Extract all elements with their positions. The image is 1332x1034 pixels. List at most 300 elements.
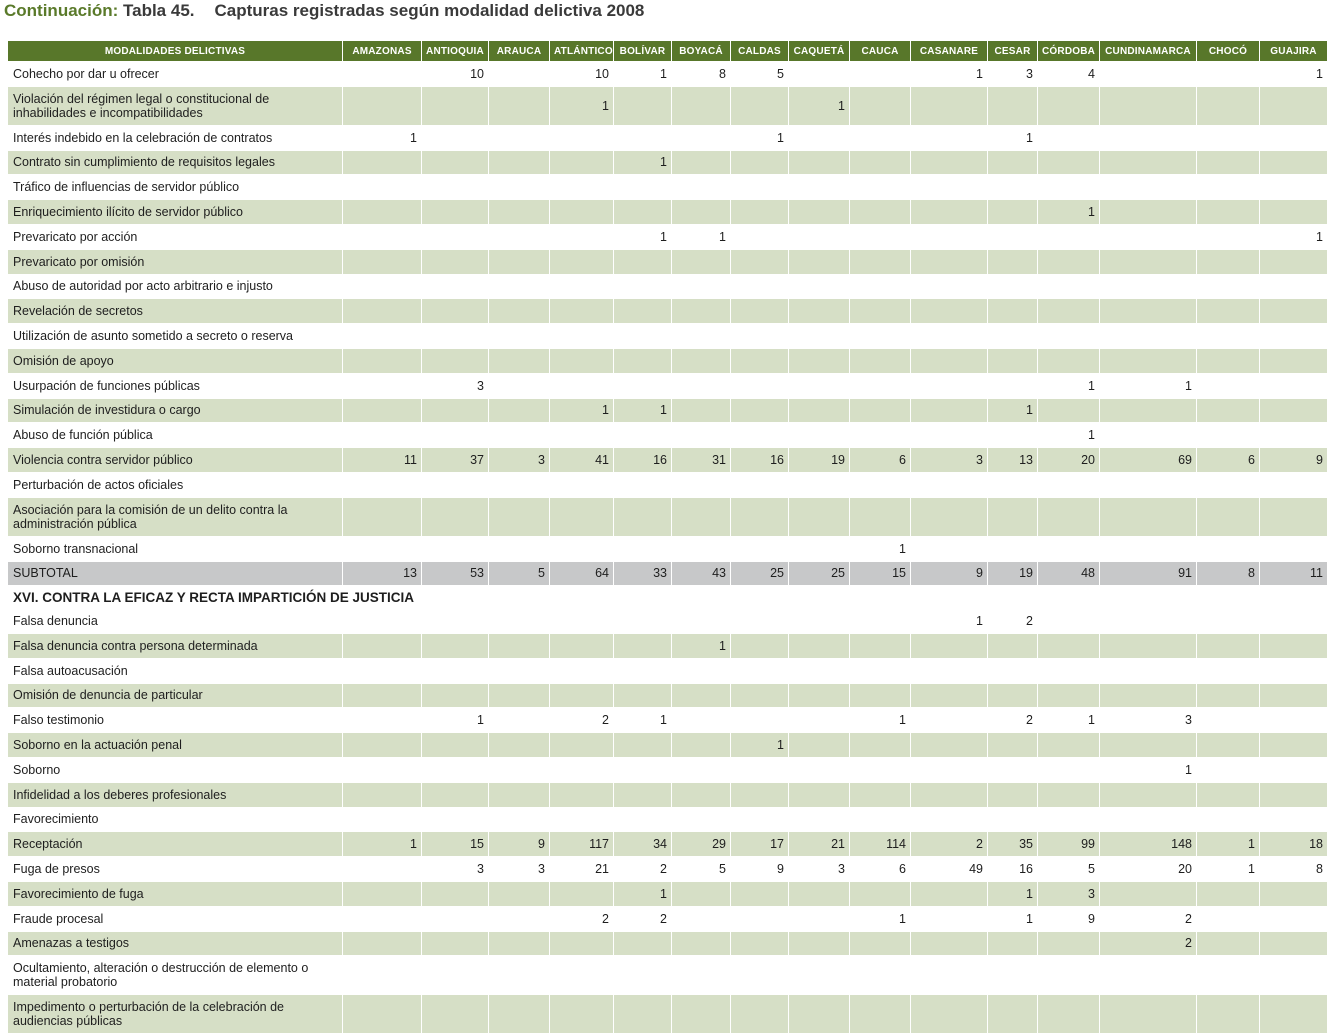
row-label: Interés indebido en la celebración de contratos (8, 125, 343, 150)
table-cell (550, 200, 614, 225)
table-cell (850, 423, 911, 448)
row-label: Infidelidad a los deberes profesionales (8, 782, 343, 807)
table-cell (1260, 609, 1328, 634)
table-cell (789, 125, 850, 150)
table-cell: 1 (850, 708, 911, 733)
table-cell: 1 (789, 86, 850, 125)
table-cell: 3 (489, 448, 550, 473)
table-cell (731, 956, 789, 995)
table-cell (1197, 224, 1260, 249)
table-cell: 17 (731, 832, 789, 857)
table-cell (911, 956, 988, 995)
table-cell (1260, 906, 1328, 931)
table-cell (789, 348, 850, 373)
table-cell (672, 536, 731, 561)
table-cell: 69 (1100, 448, 1197, 473)
row-label: Perturbación de actos oficiales (8, 472, 343, 497)
row-label: Prevaricato por omisión (8, 249, 343, 274)
table-cell (789, 324, 850, 349)
table-cell: 25 (731, 561, 789, 586)
column-header-department: CESAR (988, 41, 1038, 62)
table-row (8, 832, 1328, 857)
row-label: Amenazas a testigos (8, 931, 343, 956)
table-cell (988, 683, 1038, 708)
table-cell (1197, 324, 1260, 349)
table-cell (343, 807, 422, 832)
table-row (8, 299, 1328, 324)
table-cell (614, 274, 672, 299)
table-cell (489, 782, 550, 807)
row-label: Falso testimonio (8, 708, 343, 733)
table-cell (1100, 733, 1197, 758)
column-header-department: BOLÍVAR (614, 41, 672, 62)
table-cell (731, 348, 789, 373)
table-cell (1260, 782, 1328, 807)
table-cell: 2 (1100, 906, 1197, 931)
table-cell (789, 398, 850, 423)
table-cell (672, 373, 731, 398)
table-cell (672, 249, 731, 274)
table-cell (1260, 274, 1328, 299)
table-cell (1197, 906, 1260, 931)
table-cell (1260, 956, 1328, 995)
table-cell (343, 708, 422, 733)
table-cell (422, 497, 489, 536)
table-cell (672, 782, 731, 807)
table-cell (343, 609, 422, 634)
table-cell (489, 62, 550, 87)
caption-table-number: Tabla 45. (123, 1, 195, 20)
table-cell (1260, 807, 1328, 832)
row-label: Omisión de apoyo (8, 348, 343, 373)
table-cell: 25 (789, 561, 850, 586)
table-cell (672, 733, 731, 758)
table-cell (343, 200, 422, 225)
header-row (8, 41, 1328, 62)
table-cell (1197, 150, 1260, 175)
table-cell (1038, 536, 1100, 561)
table-cell (988, 175, 1038, 200)
table-cell: 148 (1100, 832, 1197, 857)
table-cell: 6 (1197, 448, 1260, 473)
table-cell: 2 (614, 857, 672, 882)
table-cell (731, 249, 789, 274)
table-cell (911, 398, 988, 423)
table-cell (489, 125, 550, 150)
row-label: Violencia contra servidor público (8, 448, 343, 473)
table-cell (614, 956, 672, 995)
table-cell (731, 274, 789, 299)
table-cell: 1 (614, 150, 672, 175)
table-cell (489, 708, 550, 733)
table-cell (731, 398, 789, 423)
table-row (8, 609, 1328, 634)
table-cell (489, 274, 550, 299)
table-cell (1038, 472, 1100, 497)
table-cell: 5 (731, 62, 789, 87)
table-cell (1038, 956, 1100, 995)
table-cell (850, 398, 911, 423)
table-cell: 9 (731, 857, 789, 882)
table-cell (550, 609, 614, 634)
table-cell: 1 (1260, 62, 1328, 87)
table-cell (1100, 224, 1197, 249)
table-row (8, 633, 1328, 658)
table-cell (789, 536, 850, 561)
table-cell (343, 881, 422, 906)
table-cell: 1 (1100, 373, 1197, 398)
table-cell (489, 224, 550, 249)
row-label: Receptación (8, 832, 343, 857)
table-cell (850, 931, 911, 956)
table-cell (1260, 497, 1328, 536)
table-cell (1260, 398, 1328, 423)
table-cell: 3 (911, 448, 988, 473)
table-cell (1260, 472, 1328, 497)
table-cell (343, 857, 422, 882)
table-cell (1197, 497, 1260, 536)
table-cell (672, 956, 731, 995)
table-cell: 1 (1100, 757, 1197, 782)
table-cell (614, 931, 672, 956)
table-cell (911, 472, 988, 497)
table-cell: 9 (911, 561, 988, 586)
table-cell: 48 (1038, 561, 1100, 586)
table-cell (988, 995, 1038, 1034)
table-cell (422, 324, 489, 349)
table-cell (422, 609, 489, 634)
table-cell: 37 (422, 448, 489, 473)
table-cell (550, 423, 614, 448)
table-cell: 3 (1038, 881, 1100, 906)
table-cell (789, 733, 850, 758)
table-cell (988, 633, 1038, 658)
table-cell (1100, 200, 1197, 225)
row-label: Tráfico de influencias de servidor público (8, 175, 343, 200)
table-cell (1197, 881, 1260, 906)
table-row (8, 881, 1328, 906)
table-cell (550, 324, 614, 349)
column-header-department: BOYACÁ (672, 41, 731, 62)
table-cell (911, 224, 988, 249)
table-cell: 1 (731, 125, 789, 150)
table-cell (489, 536, 550, 561)
table-cell: 35 (988, 832, 1038, 857)
column-header-department: ANTIOQUIA (422, 41, 489, 62)
table-cell (489, 807, 550, 832)
table-cell: 1 (614, 881, 672, 906)
table-cell (1197, 249, 1260, 274)
table-cell (672, 497, 731, 536)
table-cell (731, 931, 789, 956)
table-cell (489, 906, 550, 931)
table-cell (850, 683, 911, 708)
table-cell (850, 497, 911, 536)
table-cell (1100, 472, 1197, 497)
table-cell: 21 (550, 857, 614, 882)
table-row (8, 757, 1328, 782)
table-cell (1197, 373, 1260, 398)
table-cell (422, 757, 489, 782)
table-cell: 20 (1038, 448, 1100, 473)
table-cell (789, 249, 850, 274)
table-cell (1197, 782, 1260, 807)
table-cell (343, 931, 422, 956)
table-cell (1260, 683, 1328, 708)
table-row (8, 125, 1328, 150)
table-cell (489, 86, 550, 125)
row-label: Utilización de asunto sometido a secreto o reserva (8, 324, 343, 349)
table-cell (422, 175, 489, 200)
table-cell (731, 658, 789, 683)
table-cell (614, 782, 672, 807)
table-cell (1038, 609, 1100, 634)
table-cell: 15 (850, 561, 911, 586)
table-cell: 3 (1100, 708, 1197, 733)
table-cell (489, 423, 550, 448)
table-cell (550, 373, 614, 398)
table-cell: 1 (911, 609, 988, 634)
table-cell (789, 274, 850, 299)
table-row (8, 857, 1328, 882)
table-cell (550, 274, 614, 299)
table-cell (988, 472, 1038, 497)
table-cell (1038, 633, 1100, 658)
table-cell (988, 757, 1038, 782)
table-cell (343, 633, 422, 658)
table-row (8, 956, 1328, 995)
table-cell (731, 224, 789, 249)
table-cell: 18 (1260, 832, 1328, 857)
table-cell (731, 683, 789, 708)
table-cell (988, 274, 1038, 299)
table-cell: 1 (550, 398, 614, 423)
table-cell (343, 472, 422, 497)
table-cell: 1 (422, 708, 489, 733)
table-cell (489, 497, 550, 536)
table-cell (1197, 348, 1260, 373)
table-cell (988, 86, 1038, 125)
table-cell (789, 881, 850, 906)
table-cell: 5 (489, 561, 550, 586)
table-cell: 9 (1260, 448, 1328, 473)
table-cell: 43 (672, 561, 731, 586)
table-cell (422, 274, 489, 299)
table-cell (614, 658, 672, 683)
table-cell: 5 (1038, 857, 1100, 882)
table-cell: 2 (614, 906, 672, 931)
table-cell: 2 (988, 609, 1038, 634)
table-cell (1197, 200, 1260, 225)
table-cell (850, 995, 911, 1034)
table-cell: 34 (614, 832, 672, 857)
table-cell (422, 683, 489, 708)
table-cell (1260, 931, 1328, 956)
table-cell (422, 150, 489, 175)
table-cell (789, 633, 850, 658)
row-label: Violación del régimen legal o constitucional de inhabilidades e incompatibilidades (8, 86, 343, 125)
column-header-department: CUNDINAMARCA (1100, 41, 1197, 62)
table-cell (672, 324, 731, 349)
table-cell: 21 (789, 832, 850, 857)
row-label: Falsa autoacusación (8, 658, 343, 683)
table-cell (988, 536, 1038, 561)
table-cell (850, 956, 911, 995)
table-cell (988, 782, 1038, 807)
table-cell: 9 (1038, 906, 1100, 931)
table-cell (1038, 782, 1100, 807)
table-cell: 1 (550, 86, 614, 125)
row-label: Abuso de autoridad por acto arbitrario e injusto (8, 274, 343, 299)
column-header-department: CÓRDOBA (1038, 41, 1100, 62)
table-cell: 1 (988, 125, 1038, 150)
table-cell (1038, 224, 1100, 249)
table-cell (672, 274, 731, 299)
table-cell (911, 757, 988, 782)
table-cell (1100, 324, 1197, 349)
table-cell (1260, 125, 1328, 150)
table-cell (1100, 956, 1197, 995)
table-cell (614, 995, 672, 1034)
table-cell (789, 931, 850, 956)
table-cell (1197, 299, 1260, 324)
table-cell (1100, 536, 1197, 561)
table-cell (731, 423, 789, 448)
table-row (8, 497, 1328, 536)
table-cell (489, 249, 550, 274)
table-cell (850, 881, 911, 906)
table-cell (731, 536, 789, 561)
table-cell: 6 (850, 448, 911, 473)
table-row (8, 86, 1328, 125)
table-cell (672, 200, 731, 225)
table-cell (1038, 658, 1100, 683)
row-label: Usurpación de funciones públicas (8, 373, 343, 398)
table-cell: 19 (789, 448, 850, 473)
table-cell (850, 274, 911, 299)
table-cell (1100, 62, 1197, 87)
table-cell (422, 224, 489, 249)
table-cell: 10 (550, 62, 614, 87)
table-cell (731, 472, 789, 497)
table-cell (850, 62, 911, 87)
table-cell (672, 423, 731, 448)
row-label: Omisión de denuncia de particular (8, 683, 343, 708)
table-cell (988, 324, 1038, 349)
table-row (8, 536, 1328, 561)
captures-table (7, 40, 1328, 1034)
table-cell (789, 497, 850, 536)
table-cell (850, 472, 911, 497)
table-cell: 1 (911, 62, 988, 87)
table-body (8, 62, 1328, 1034)
table-cell (672, 125, 731, 150)
column-header-department: CHOCÓ (1197, 41, 1260, 62)
table-cell: 1 (614, 224, 672, 249)
table-cell (850, 733, 911, 758)
table-cell (550, 658, 614, 683)
table-cell (1197, 62, 1260, 87)
table-cell (1100, 348, 1197, 373)
table-cell (1038, 497, 1100, 536)
table-cell (911, 348, 988, 373)
table-cell (672, 398, 731, 423)
table-cell (731, 757, 789, 782)
table-cell (422, 658, 489, 683)
table-cell: 13 (343, 561, 422, 586)
table-cell (343, 398, 422, 423)
table-cell (422, 906, 489, 931)
table-cell (489, 472, 550, 497)
table-row (8, 906, 1328, 931)
table-cell (1260, 536, 1328, 561)
row-label: Fraude procesal (8, 906, 343, 931)
table-row (8, 708, 1328, 733)
table-cell (1260, 633, 1328, 658)
table-row (8, 348, 1328, 373)
row-label: Abuso de función pública (8, 423, 343, 448)
table-cell (789, 200, 850, 225)
table-row (8, 200, 1328, 225)
table-cell (1260, 708, 1328, 733)
table-cell (911, 175, 988, 200)
table-cell (550, 472, 614, 497)
table-cell (550, 633, 614, 658)
table-cell (672, 175, 731, 200)
table-cell (489, 150, 550, 175)
table-cell: 1 (731, 733, 789, 758)
table-cell (731, 609, 789, 634)
table-cell (614, 733, 672, 758)
table-cell (1260, 348, 1328, 373)
table-cell: 1 (614, 62, 672, 87)
table-cell (850, 782, 911, 807)
table-cell: 3 (422, 857, 489, 882)
column-header-department: CAUCA (850, 41, 911, 62)
table-cell (422, 633, 489, 658)
table-cell: 19 (988, 561, 1038, 586)
table-cell: 2 (550, 906, 614, 931)
table-cell: 1 (614, 708, 672, 733)
table-cell: 1 (343, 125, 422, 150)
table-row (8, 249, 1328, 274)
table-cell (911, 906, 988, 931)
column-header-modalidades: MODALIDADES DELICTIVAS (8, 41, 343, 62)
table-cell: 64 (550, 561, 614, 586)
row-label: Fuga de presos (8, 857, 343, 882)
table-cell (911, 373, 988, 398)
table-cell: 114 (850, 832, 911, 857)
table-cell: 1 (1197, 857, 1260, 882)
table-cell (614, 249, 672, 274)
table-cell (988, 249, 1038, 274)
table-cell (850, 299, 911, 324)
table-cell (614, 348, 672, 373)
table-cell (1260, 86, 1328, 125)
column-header-department: CALDAS (731, 41, 789, 62)
table-cell (1100, 609, 1197, 634)
table-cell (489, 956, 550, 995)
table-cell (550, 299, 614, 324)
table-cell (1038, 150, 1100, 175)
table-cell: 2 (550, 708, 614, 733)
table-cell (343, 373, 422, 398)
table-cell (731, 150, 789, 175)
table-cell (731, 881, 789, 906)
table-cell: 1 (988, 881, 1038, 906)
table-cell (1038, 175, 1100, 200)
row-label: Enriquecimiento ilícito de servidor público (8, 200, 343, 225)
